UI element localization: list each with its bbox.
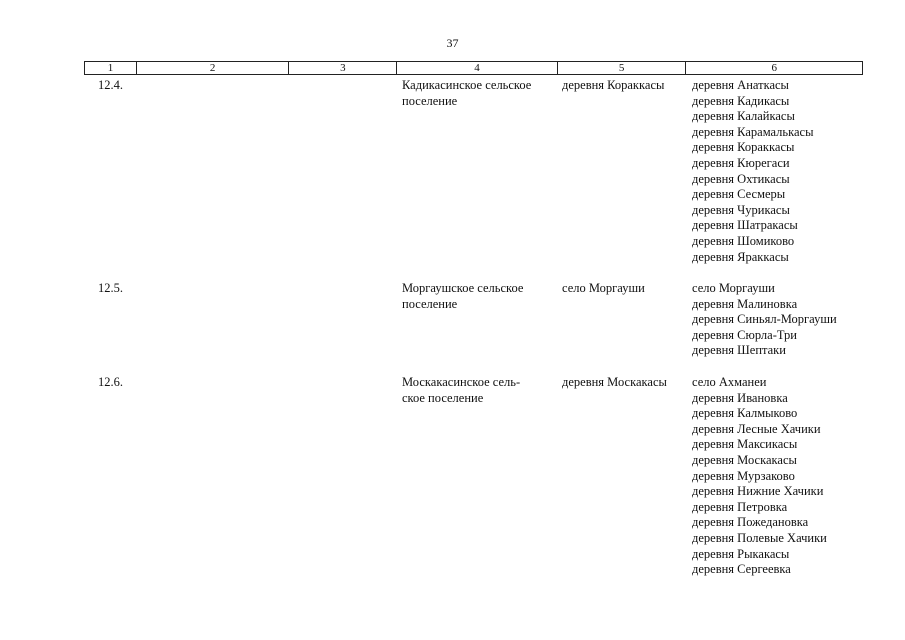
list-item: деревня Ивановка — [692, 390, 788, 405]
list-item: деревня Мурзаково — [692, 468, 795, 483]
list-item: деревня Кораккасы — [692, 140, 795, 155]
list-item: деревня Кадикасы — [692, 93, 790, 108]
administrative-center: деревня Москакасы — [562, 375, 667, 389]
list-item: деревня Яраккасы — [692, 249, 789, 264]
list-item: деревня Сюрла-Три — [692, 327, 797, 342]
list-item: деревня Сергеевка — [692, 562, 791, 577]
localities-list — [692, 375, 827, 578]
table-header-row — [84, 61, 863, 75]
settlement-name: Кадикасинское сельское поселение — [402, 78, 532, 108]
list-item: деревня Чурикасы — [692, 202, 790, 217]
column-number-3: 3 — [289, 62, 397, 74]
list-item: деревня Карамалькасы — [692, 124, 814, 139]
list-item: село Моргауши — [692, 281, 775, 295]
administrative-center: село Моргауши — [562, 281, 645, 295]
column-number-2: 2 — [137, 62, 290, 74]
list-item: деревня Петровка — [692, 499, 788, 514]
column-number-5: 5 — [558, 62, 687, 74]
column-number-4: 4 — [397, 62, 558, 74]
list-item: деревня Сесмеры — [692, 187, 786, 202]
row-number: 12.5. — [98, 281, 123, 295]
list-item: деревня Максикасы — [692, 437, 798, 452]
localities-list — [692, 78, 814, 265]
list-item: деревня Москакасы — [692, 452, 797, 467]
list-item: деревня Охтикасы — [692, 171, 790, 186]
list-item: село Ахманеи — [692, 375, 767, 389]
list-item: деревня Полевые Хачики — [692, 530, 827, 545]
list-item: деревня Кюрегаси — [692, 155, 790, 170]
settlement-name: Моргаушское сельское поселение — [402, 281, 524, 311]
list-item: деревня Малиновка — [692, 296, 798, 311]
list-item: деревня Шомиково — [692, 233, 795, 248]
list-item: деревня Нижние Хачики — [692, 484, 824, 499]
list-item: деревня Калмыково — [692, 406, 798, 421]
list-item: деревня Анаткасы — [692, 78, 789, 92]
list-item: деревня Лесные Хачики — [692, 421, 821, 436]
column-number-6: 6 — [771, 62, 777, 74]
list-item: деревня Рыкакасы — [692, 546, 790, 561]
list-item: деревня Синьял-Моргауши — [692, 312, 837, 327]
settlement-name: Москакасинское сель- ское поселение — [402, 375, 521, 405]
row-number: 12.4. — [98, 78, 123, 92]
administrative-center: деревня Кораккасы — [562, 78, 665, 92]
list-item: деревня Пожедановка — [692, 515, 809, 530]
list-item: деревня Шептаки — [692, 343, 786, 358]
list-item: деревня Калайкасы — [692, 109, 795, 124]
page-number: 37 — [446, 36, 459, 50]
row-number: 12.6. — [98, 375, 123, 389]
column-number-1: 1 — [85, 62, 137, 74]
list-item: деревня Шатракасы — [692, 218, 798, 233]
localities-list — [692, 281, 837, 359]
